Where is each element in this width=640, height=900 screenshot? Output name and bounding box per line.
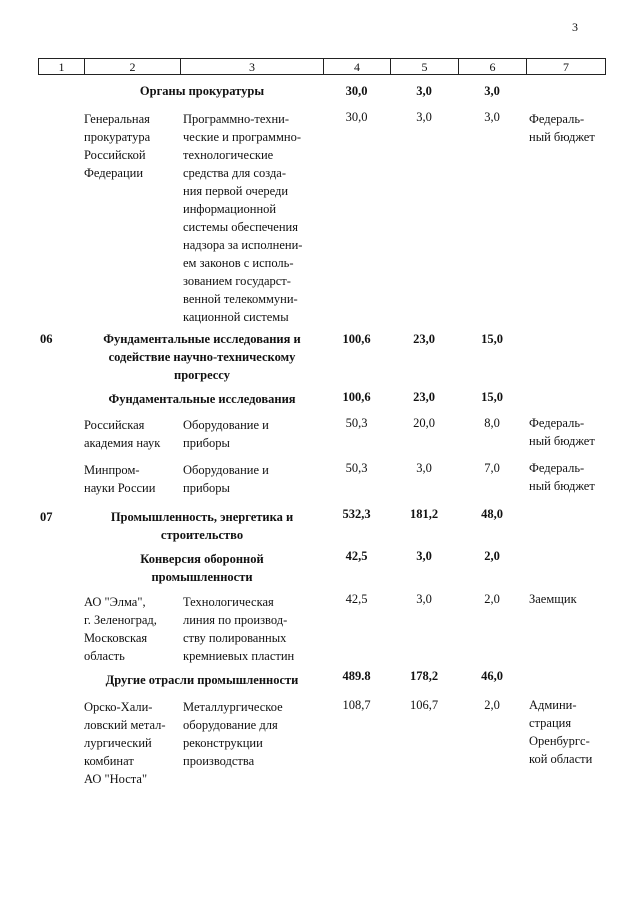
minprom-org bbox=[84, 461, 180, 497]
minprom-v5: 3,0 bbox=[416, 461, 432, 475]
desc-line: оборудование для bbox=[183, 718, 278, 732]
org-line: комбинат bbox=[84, 754, 134, 768]
ran-org bbox=[84, 416, 180, 452]
prok-desc-line: средства для созда- bbox=[183, 166, 287, 180]
header-col-6: 6 bbox=[459, 59, 527, 75]
s06-v6: 15,0 bbox=[481, 332, 503, 346]
page-number: 3 bbox=[572, 20, 578, 34]
other-v6: 46,0 bbox=[481, 669, 503, 683]
orsk-v6: 2,0 bbox=[484, 698, 500, 712]
prok-desc-line: ния первой очереди bbox=[183, 184, 289, 198]
elma-v4: 42,5 bbox=[345, 592, 368, 606]
header-col-3: 3 bbox=[181, 59, 324, 75]
desc-line: приборы bbox=[183, 481, 230, 495]
minprom-desc bbox=[183, 461, 320, 497]
prok-desc-line: ческие и программно- bbox=[183, 130, 301, 144]
org-line: лургический bbox=[84, 736, 152, 750]
org-line: науки России bbox=[84, 481, 156, 495]
prok-desc-line: информационной bbox=[183, 202, 277, 216]
org-line: Московская bbox=[84, 631, 148, 645]
org-line: г. Зеленоград, bbox=[84, 613, 157, 627]
section-title-06 bbox=[84, 330, 320, 384]
subsection-conversion bbox=[84, 550, 320, 586]
section-title-line: Промышленность, энергетика и bbox=[110, 510, 294, 524]
orsk-desc bbox=[183, 698, 320, 770]
orsk-funding-source bbox=[529, 696, 609, 768]
desc-line: реконструкции bbox=[183, 736, 263, 750]
prok-item-v4: 30,0 bbox=[345, 110, 368, 124]
header-col-5: 5 bbox=[391, 59, 459, 75]
minprom-funding-source bbox=[529, 459, 609, 495]
other-v5: 178,2 bbox=[409, 669, 439, 683]
prok-title-v6: 3,0 bbox=[484, 84, 500, 98]
funding-line: ный бюджет bbox=[529, 130, 595, 144]
org-line: АО "Элма", bbox=[84, 595, 146, 609]
ran-desc bbox=[183, 416, 320, 452]
column-header-table bbox=[38, 58, 606, 75]
prok-desc-line: надзора за исполнени- bbox=[183, 238, 303, 252]
section-title-07 bbox=[84, 508, 320, 544]
prok-org-line: Российской bbox=[84, 148, 146, 162]
org-line: Российская bbox=[84, 418, 145, 432]
section-title-line: промышленности bbox=[151, 570, 253, 584]
fund-v4: 100,6 bbox=[342, 390, 371, 404]
prok-desc-line: системы обеспечения bbox=[183, 220, 298, 234]
prok-desc-line: технологические bbox=[183, 148, 274, 162]
prok-desc-line: Программно-техни- bbox=[183, 112, 290, 126]
elma-v6: 2,0 bbox=[484, 592, 500, 606]
funding-line: страция bbox=[529, 716, 572, 730]
prok-desc-line: венной телекоммуни- bbox=[183, 292, 298, 306]
desc-line: Металлургическое bbox=[183, 700, 283, 714]
ran-v4: 50,3 bbox=[345, 416, 368, 430]
prok-desc-line: кационной системы bbox=[183, 310, 289, 324]
prok-desc-line: ем законов с исполь- bbox=[183, 256, 294, 270]
elma-org bbox=[84, 593, 180, 665]
orsk-org bbox=[84, 698, 180, 788]
subsection-fundamental: Фундаментальные исследования bbox=[108, 392, 296, 406]
desc-line: Оборудование и bbox=[183, 418, 269, 432]
ran-funding-source bbox=[529, 414, 609, 450]
section-title-line: Фундаментальные исследования и bbox=[103, 332, 301, 346]
desc-line: кремниевых пластин bbox=[183, 649, 295, 663]
section-title-line: содействие научно-техническому bbox=[108, 350, 296, 364]
funding-line: Заемщик bbox=[529, 592, 577, 606]
prok-item-v6: 3,0 bbox=[484, 110, 500, 124]
prok-title-v5: 3,0 bbox=[416, 84, 432, 98]
ran-v5: 20,0 bbox=[413, 416, 435, 430]
org-line: область bbox=[84, 649, 125, 663]
funding-line: Федераль- bbox=[529, 112, 585, 126]
funding-line: кой области bbox=[529, 752, 593, 766]
elma-v5: 3,0 bbox=[416, 592, 432, 606]
funding-line: Админи- bbox=[529, 698, 577, 712]
prok-org-line: прокуратура bbox=[84, 130, 151, 144]
orsk-v5: 106,7 bbox=[409, 698, 439, 712]
org-line: АО "Носта" bbox=[84, 772, 148, 786]
desc-line: приборы bbox=[183, 436, 230, 450]
prok-org bbox=[84, 110, 180, 182]
header-col-4: 4 bbox=[324, 59, 391, 75]
desc-line: линия по производ- bbox=[183, 613, 288, 627]
minprom-v6: 7,0 bbox=[484, 461, 500, 475]
org-line: Минпром- bbox=[84, 463, 140, 477]
prok-item-v5: 3,0 bbox=[416, 110, 432, 124]
elma-funding-source bbox=[529, 590, 609, 608]
section-code-07: 07 bbox=[40, 510, 53, 524]
s07-v6: 48,0 bbox=[481, 507, 503, 521]
orsk-v4: 108,7 bbox=[342, 698, 371, 712]
org-line: академия наук bbox=[84, 436, 161, 450]
prok-funding-source bbox=[529, 110, 609, 146]
funding-line: Оренбургс- bbox=[529, 734, 590, 748]
prok-org-line: Генеральная bbox=[84, 112, 150, 126]
conv-v4: 42,5 bbox=[345, 549, 368, 563]
s07-v5: 181,2 bbox=[409, 507, 439, 521]
section-title-line: Конверсия оборонной bbox=[140, 552, 264, 566]
minprom-v4: 50,3 bbox=[345, 461, 368, 475]
other-v4: 489.8 bbox=[342, 669, 371, 683]
s06-v5: 23,0 bbox=[413, 332, 435, 346]
subsection-other-industries: Другие отрасли промышленности bbox=[105, 673, 299, 687]
prok-org-line: Федерации bbox=[84, 166, 144, 180]
section-title-line: прогрессу bbox=[174, 368, 230, 382]
section-code-06: 06 bbox=[40, 332, 53, 346]
funding-line: ный бюджет bbox=[529, 479, 595, 493]
section-title-prosecution: Органы прокуратуры bbox=[139, 84, 265, 98]
funding-line: Федераль- bbox=[529, 416, 585, 430]
funding-line: ный бюджет bbox=[529, 434, 595, 448]
fund-v5: 23,0 bbox=[413, 390, 435, 404]
desc-line: Технологическая bbox=[183, 595, 274, 609]
conv-v6: 2,0 bbox=[484, 549, 500, 563]
org-line: Орско-Хали- bbox=[84, 700, 153, 714]
prok-title-v4: 30,0 bbox=[345, 84, 368, 98]
fund-v6: 15,0 bbox=[481, 390, 503, 404]
desc-line: производства bbox=[183, 754, 255, 768]
s06-v4: 100,6 bbox=[342, 332, 371, 346]
elma-desc bbox=[183, 593, 320, 665]
prok-desc bbox=[183, 110, 320, 326]
desc-line: Оборудование и bbox=[183, 463, 269, 477]
ran-v6: 8,0 bbox=[484, 416, 500, 430]
header-col-7: 7 bbox=[527, 59, 606, 75]
header-col-1: 1 bbox=[39, 59, 85, 75]
desc-line: ству полированных bbox=[183, 631, 287, 645]
header-col-2: 2 bbox=[85, 59, 181, 75]
section-title-line: строительство bbox=[160, 528, 244, 542]
funding-line: Федераль- bbox=[529, 461, 585, 475]
org-line: ловский метал- bbox=[84, 718, 166, 732]
prok-desc-line: зованием государст- bbox=[183, 274, 291, 288]
s07-v4: 532,3 bbox=[342, 507, 371, 521]
conv-v5: 3,0 bbox=[416, 549, 432, 563]
